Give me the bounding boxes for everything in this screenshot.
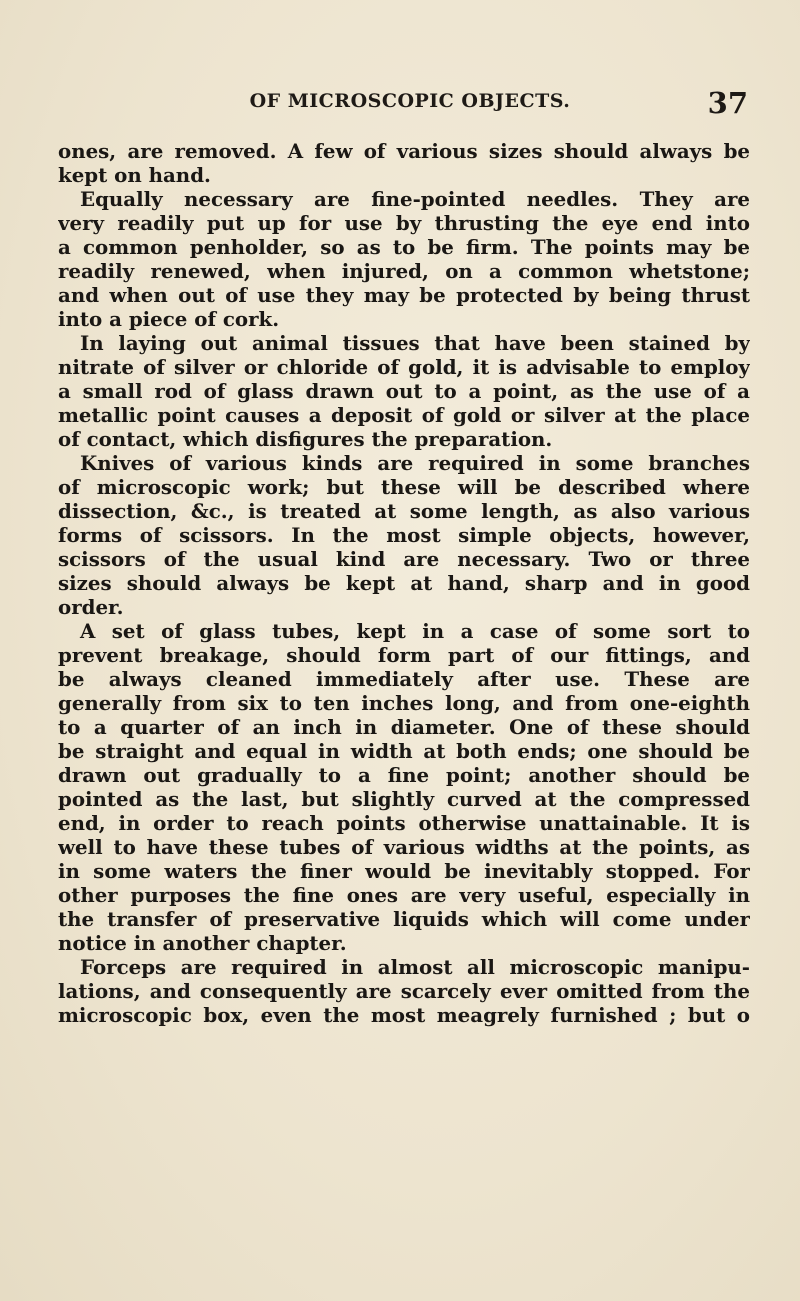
text-line: prevent breakage, should form part of our fittings, and [58,643,750,667]
text-line: end, in order to reach points otherwise unattainable. It is [58,811,750,835]
text-line: sizes should always be kept at hand, sharp and in good [58,571,750,595]
text-line: readily renewed, when injured, on a common whetstone; [58,259,750,283]
text-line: lations, and consequently are scarcely ever omitted from the [58,979,750,1003]
text-line: other purposes the fine ones are very useful, especially in [58,883,750,907]
text-line: to a quarter of an inch in diameter. One of these should [58,715,750,739]
text-line: generally from six to ten inches long, and from one-eighth [58,691,750,715]
text-line: Equally necessary are fine-pointed needles. They are [80,187,750,211]
text-line: of microscopic work; but these will be described where [58,475,750,499]
text-line: In laying out animal tissues that have been stained by [80,331,750,355]
text-line: well to have these tubes of various widths at the points, as [58,835,750,859]
body-text [58,139,750,1027]
text-line: A set of glass tubes, kept in a case of some sort to [80,619,750,643]
text-line: and when out of use they may be protected by being thrust [58,283,750,307]
text-line: forms of scissors. In the most simple objects, however, [58,523,750,547]
page-number: 37 [707,86,748,120]
text-line: be straight and equal in width at both ends; one should be [58,739,750,763]
text-line: the transfer of preservative liquids which will come under [58,907,750,931]
text-line: drawn out gradually to a fine point; another should be [58,763,750,787]
text-line: very readily put up for use by thrusting the eye end into [58,211,750,235]
text-line: dissection, &c., is treated at some length, as also various [58,499,750,523]
text-line: order. [58,595,124,619]
text-line: in some waters the finer would be inevitably stopped. For [58,859,750,883]
text-line: a common penholder, so as to be firm. The points may be [58,235,750,259]
text-line: microscopic box, even the most meagrely furnished ; but o [58,1003,750,1027]
running-head [100,86,748,120]
text-line: into a piece of cork. [58,307,280,331]
text-line: Forceps are required in almost all microscopic manipu- [80,955,750,979]
text-line: kept on hand. [58,163,211,187]
text-line: Knives of various kinds are required in some branches [80,451,750,475]
running-title: OF MICROSCOPIC OBJECTS. [249,90,571,112]
text-line: of contact, which disfigures the preparation. [58,427,553,451]
text-line: pointed as the last, but slightly curved at the compressed [58,787,750,811]
text-line: be always cleaned immediately after use. These are [58,667,750,691]
text-line: notice in another chapter. [58,931,347,955]
text-line: nitrate of silver or chloride of gold, it is advisable to employ [58,355,750,379]
text-line: ones, are removed. A few of various sizes should always be [58,139,750,163]
text-line: a small rod of glass drawn out to a point, as the use of a [58,379,750,403]
text-line: scissors of the usual kind are necessary. Two or three [58,547,750,571]
text-line: metallic point causes a deposit of gold or silver at the place [58,403,750,427]
